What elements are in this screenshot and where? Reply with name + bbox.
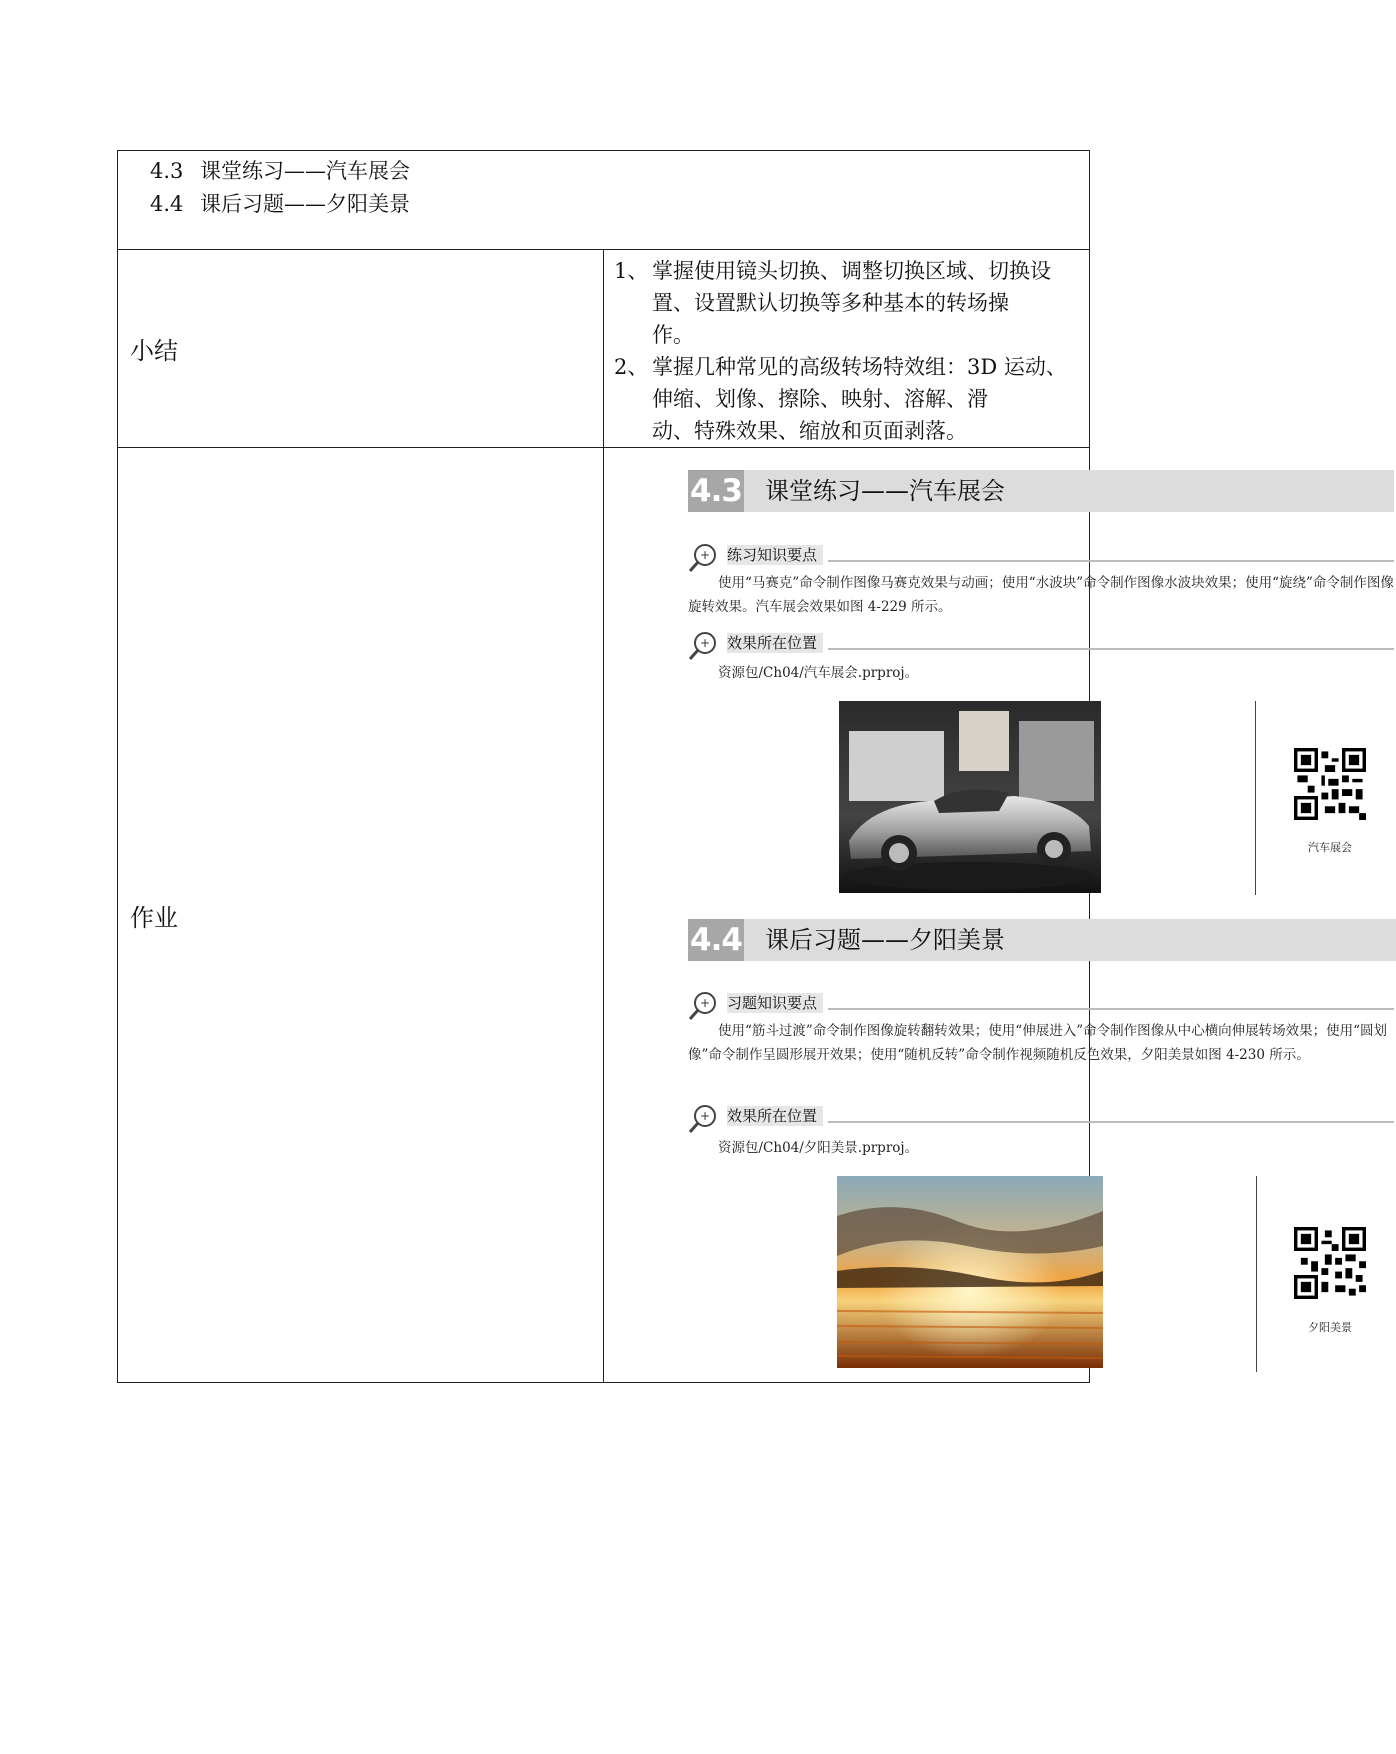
location-heading: [688, 1104, 1394, 1134]
qr-caption: 夕阳美景: [1308, 1321, 1352, 1334]
summary-list: [604, 250, 1089, 447]
car-show-photo: [839, 701, 1101, 893]
magnifier-icon: [688, 543, 718, 573]
svg-text:+: +: [699, 548, 711, 562]
toc-cell: [118, 151, 1090, 250]
homework-row: [118, 448, 1090, 1383]
location-heading: [688, 631, 1394, 661]
toc-num: 4.3: [150, 159, 184, 183]
location-path: 资源包/Ch04/汽车展会.prproj。: [718, 665, 919, 681]
toc-list: [118, 151, 1089, 221]
heading-rule: [828, 1121, 1394, 1123]
summary-item: [614, 255, 1077, 319]
summary-text: 作。: [652, 323, 694, 347]
summary-num: 2、: [614, 355, 649, 379]
toc-row: [118, 151, 1090, 250]
homework-label: 作业: [118, 448, 604, 1383]
summary-label: 小结: [118, 250, 604, 448]
sunset-photo: [837, 1176, 1103, 1368]
divider-line: [1255, 701, 1256, 895]
lesson-table: [117, 150, 1394, 1383]
summary-item-cont: [614, 319, 1077, 351]
section-banner: [688, 470, 1394, 512]
heading-rule: [828, 1008, 1394, 1010]
svg-text:+: +: [699, 1109, 711, 1123]
section-title: 课后习题——夕阳美景: [765, 926, 1005, 954]
toc-title: 课堂练习——汽车展会: [200, 159, 410, 183]
location-title: 效果所在位置: [727, 633, 823, 653]
summary-row: [118, 250, 1090, 448]
toc-item: [150, 188, 1089, 221]
svg-text:+: +: [699, 996, 711, 1010]
divider-line: [1256, 1176, 1257, 1372]
points-heading: [688, 991, 1394, 1021]
summary-text: 动、特殊效果、缩放和页面剥落。: [652, 419, 967, 443]
summary-text: 掌握使用镜头切换、调整切换区域、切换设置、设置默认切换等多种基本的转场操: [652, 259, 1051, 315]
magnifier-icon: [688, 631, 718, 661]
location-title: 效果所在位置: [727, 1106, 823, 1126]
section-number: 4.3: [688, 470, 744, 512]
qr-code-icon: [1294, 748, 1366, 820]
qr-caption: 汽车展会: [1308, 841, 1352, 854]
homework-cell: [604, 448, 1394, 1383]
summary-item-cont: [614, 415, 1077, 447]
heading-rule: [828, 560, 1394, 562]
toc-title: 课后习题——夕阳美景: [200, 192, 410, 216]
qr-code-icon: [1294, 1227, 1366, 1299]
toc-item: [150, 155, 1089, 188]
heading-rule: [828, 648, 1394, 650]
magnifier-icon: [688, 1104, 718, 1134]
svg-text:+: +: [699, 636, 711, 650]
summary-item: [614, 351, 1077, 415]
summary-text: 掌握几种常见的高级转场特效组：3D 运动、伸缩、划像、擦除、映射、溶解、滑: [652, 355, 1067, 411]
points-title: 练习知识要点: [727, 545, 823, 565]
section-number: 4.4: [688, 919, 744, 961]
points-title: 习题知识要点: [727, 993, 823, 1013]
points-text: 使用“马赛克”命令制作图像马赛克效果与动画；使用“水波块”命令制作图像水波块效果；使用“旋绕”命令制作图像旋转效果。汽车展会效果如图 4-229 所示。: [688, 575, 1394, 615]
location-path: 资源包/Ch04/夕阳美景.prproj。: [718, 1140, 919, 1156]
summary-cell: [604, 250, 1090, 448]
magnifier-icon: [688, 991, 718, 1021]
section-banner: [688, 919, 1396, 961]
points-text: 使用“筋斗过渡”命令制作图像旋转翻转效果；使用“伸展进入”命令制作图像从中心横向伸展转场效果；使用“圆划像”命令制作呈圆形展开效果；使用“随机反转”命令制作视频随机反色效果，夕阳美景如图 4-230 所示。: [688, 1023, 1388, 1063]
section-title: 课堂练习——汽车展会: [765, 477, 1005, 505]
toc-num: 4.4: [150, 192, 184, 216]
points-heading: [688, 543, 1394, 573]
summary-num: 1、: [614, 259, 649, 283]
